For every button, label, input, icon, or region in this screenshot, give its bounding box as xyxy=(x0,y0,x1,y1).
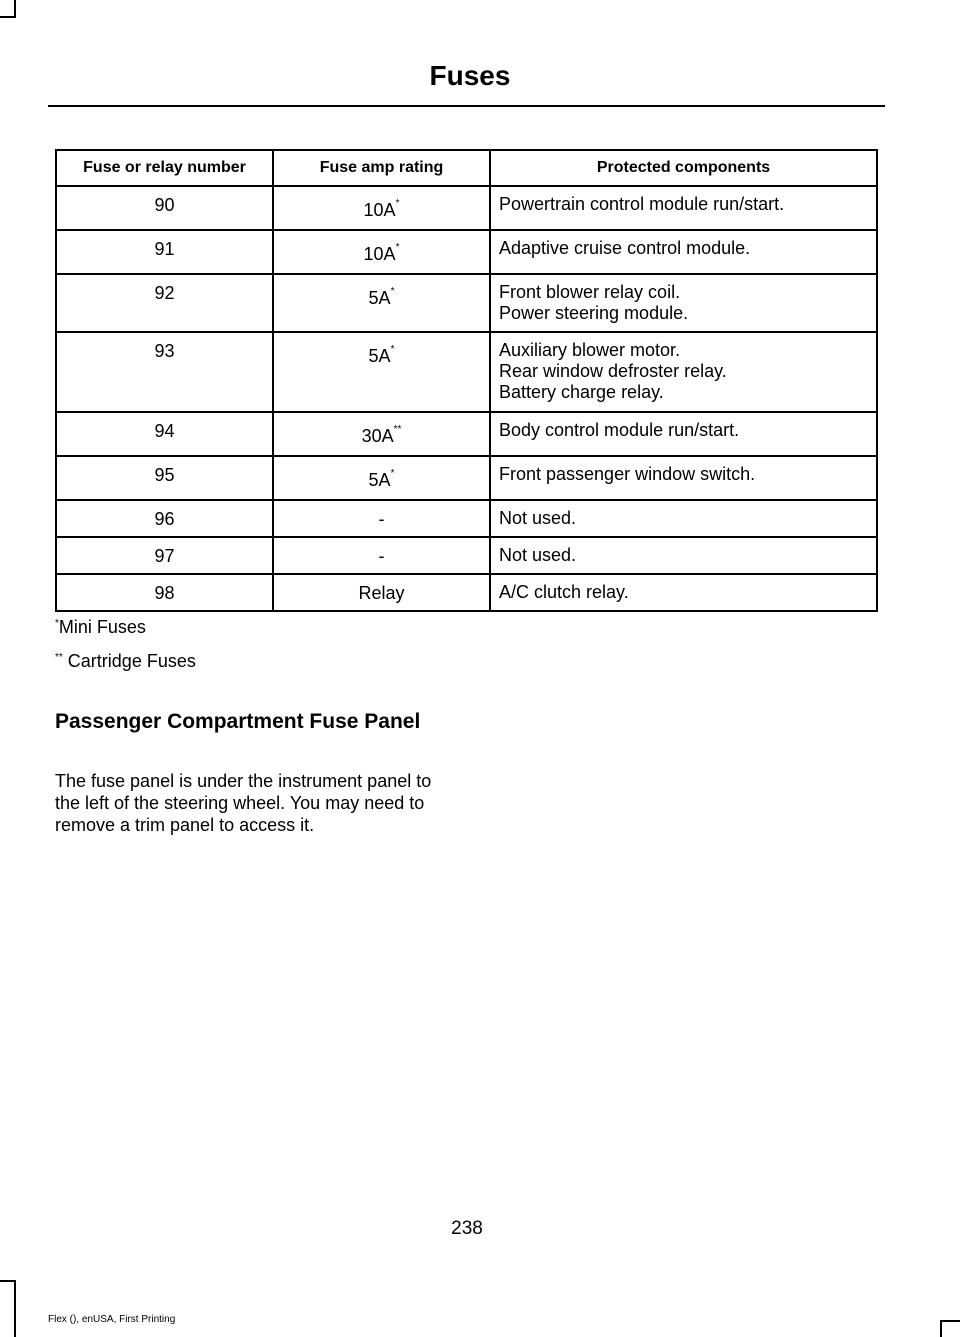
component-line: Front passenger window switch. xyxy=(499,464,756,484)
fuse-number-cell: 94 xyxy=(56,412,273,456)
fuse-number-cell: 92 xyxy=(56,274,273,332)
crop-mark-bottom-right-horizontal xyxy=(940,1320,960,1322)
protected-components-cell xyxy=(490,537,877,574)
fuse-number-cell: 97 xyxy=(56,537,273,574)
page-number: 238 xyxy=(451,1218,483,1239)
component-line: A/C clutch relay. xyxy=(499,582,629,602)
amp-rating-value: 30A xyxy=(361,426,394,446)
amp-rating-value: 10A xyxy=(363,200,396,220)
protected-components-cell xyxy=(490,412,877,456)
amp-rating-value: 5A xyxy=(368,346,391,366)
amp-rating-cell xyxy=(273,230,490,274)
amp-rating-value: 5A xyxy=(368,470,391,490)
amp-rating-cell xyxy=(273,537,490,574)
header-amp-rating: Fuse amp rating xyxy=(273,150,490,186)
component-line: Not used. xyxy=(499,508,577,528)
footnote-marker: * xyxy=(55,618,59,629)
protected-components-cell xyxy=(490,500,877,537)
amp-rating-value: - xyxy=(378,509,385,529)
amp-rating-value: - xyxy=(378,546,385,566)
edition-info: Flex (), enUSA, First Printing xyxy=(48,1314,176,1325)
table-header-row xyxy=(56,150,877,186)
amp-rating-value: 10A xyxy=(363,244,396,264)
amp-rating-value: 5A xyxy=(368,288,391,308)
fuse-number-cell: 96 xyxy=(56,500,273,537)
component-line: Not used. xyxy=(499,545,577,565)
component-line: Adaptive cruise control module. xyxy=(499,238,751,258)
protected-components-cell xyxy=(490,230,877,274)
protected-components-cell xyxy=(490,574,877,611)
fuse-number-cell: 91 xyxy=(56,230,273,274)
table-row xyxy=(56,456,877,500)
crop-mark-top-left-horizontal xyxy=(0,16,16,18)
crop-mark-bottom-left-vertical xyxy=(14,1280,16,1337)
amp-rating-cell xyxy=(273,574,490,611)
component-line: Body control module run/start. xyxy=(499,420,740,440)
component-line: Battery charge relay. xyxy=(499,382,664,402)
component-line: Front blower relay coil. xyxy=(499,282,681,302)
crop-mark-bottom-left-horizontal xyxy=(0,1280,16,1282)
footnote-marker: ** xyxy=(393,424,402,435)
amp-rating-cell xyxy=(273,186,490,230)
table-row xyxy=(56,332,877,412)
amp-rating-cell xyxy=(273,412,490,456)
fuse-number-cell: 93 xyxy=(56,332,273,412)
amp-rating-value: Relay xyxy=(358,583,405,603)
footnote-marker: * xyxy=(395,242,400,253)
fuse-number-cell: 95 xyxy=(56,456,273,500)
section-heading: Passenger Compartment Fuse Panel xyxy=(55,710,421,733)
footnote-marker: * xyxy=(390,468,395,479)
fuse-number-cell: 98 xyxy=(56,574,273,611)
table-row xyxy=(56,186,877,230)
table-row xyxy=(56,574,877,611)
table-row xyxy=(56,537,877,574)
component-line: Auxiliary blower motor. xyxy=(499,340,681,360)
amp-rating-cell xyxy=(273,332,490,412)
amp-rating-cell xyxy=(273,500,490,537)
page-title: Fuses xyxy=(429,60,511,91)
title-divider xyxy=(48,105,885,107)
component-line: Power steering module. xyxy=(499,303,689,323)
table-row xyxy=(56,412,877,456)
table-row xyxy=(56,274,877,332)
footnote-text: Mini Fuses xyxy=(58,617,146,637)
protected-components-cell xyxy=(490,186,877,230)
footnote-marker: ** xyxy=(55,652,63,663)
body-paragraph: The fuse panel is under the instrument panel to the left of the steering wheel. You may need to remove a trim panel to access it. xyxy=(55,771,432,835)
footnote-marker: * xyxy=(395,198,400,209)
table-row xyxy=(56,230,877,274)
table-row xyxy=(56,500,877,537)
crop-mark-bottom-right-vertical xyxy=(940,1320,942,1337)
amp-rating-cell xyxy=(273,456,490,500)
footnote-cartridge-fuses xyxy=(55,651,196,672)
footnote-marker: * xyxy=(390,286,395,297)
protected-components-cell xyxy=(490,274,877,332)
footnote-mini-fuses xyxy=(55,617,146,638)
component-line: Rear window defroster relay. xyxy=(499,361,727,381)
header-fuse-number: Fuse or relay number xyxy=(56,150,273,186)
footnote-text: Cartridge Fuses xyxy=(62,651,196,671)
footnote-marker: * xyxy=(390,344,395,355)
protected-components-cell xyxy=(490,456,877,500)
protected-components-cell xyxy=(490,332,877,412)
amp-rating-cell xyxy=(273,274,490,332)
header-protected-components: Protected components xyxy=(490,150,877,186)
component-line: Powertrain control module run/start. xyxy=(499,194,785,214)
fuse-number-cell: 90 xyxy=(56,186,273,230)
fuse-table xyxy=(55,149,878,612)
